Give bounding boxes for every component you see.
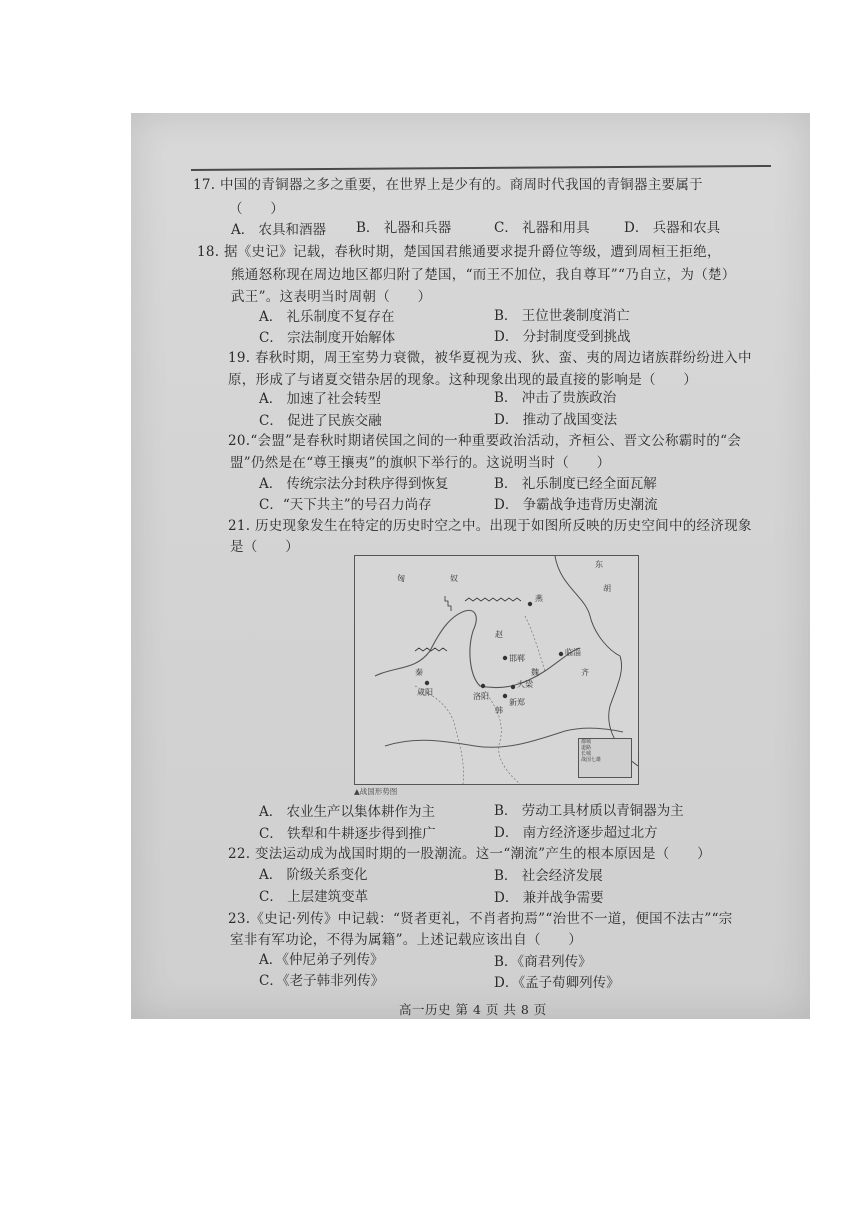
legend-states: 战国七雄 [581,757,602,763]
map-caption: ▲战国形势图 [354,787,398,796]
q23-option-a: A．《仲尼弟子列传》 [259,952,384,968]
map-label-xiong: 匈 [397,574,405,583]
q21-option-c: C． 铁犁和牛耕逐步得到推广 [259,826,436,842]
q23-option-b: B．《商君列传》 [494,954,592,970]
legend-road: 道路 [581,745,592,751]
q23-option-d: D．《孟子荀卿列传》 [494,975,620,991]
q22-option-d: D． 兼并战争需要 [494,890,604,906]
q20-option-b: B． 礼乐制度已经全面瓦解 [494,476,657,492]
q22-option-b: B． 社会经济发展 [494,868,603,884]
q20-option-c: C．“天下共主”的号召力尚存 [259,497,432,513]
q19-stem-line1: 19. 春秋时期，周王室势力衰微，被华夏视为戎、狄、蛮、夷的周边诸族群纷纷进入中 [228,350,752,366]
q23-stem-line1: 23.《史记·列传》中记载：“贤者更礼，不肖者拘焉”“治世不一道，便国不法古”“宗 [228,911,733,927]
page-footer: 高一历史 第 4 页 共 8 页 [399,1002,547,1017]
q18-stem-line2: 熊通怒称现在周边地区都归附了楚国，“而王不加位，我自尊耳”“乃自立，为（楚） [231,267,736,283]
q22-stem-line1: 22. 变法运动成为战国时期的一股潮流。这一“潮流”产生的根本原因是（ ） [228,846,711,862]
q21-option-d: D． 南方经济逐步超过北方 [494,825,658,841]
legend-wall: 长城 [581,751,592,757]
map-label-xianyang: 咸阳 [417,688,433,697]
exam-page-photo [131,113,810,1019]
q23-option-c: C．《老子韩非列传》 [259,973,385,989]
q21-stem-line2: 是（ ） [230,539,299,555]
q18-option-a: A． 礼乐制度不复存在 [259,309,395,325]
map-label-hu: 胡 [603,584,611,593]
q19-option-c: C． 促进了民族交融 [259,413,382,429]
map-label-wei: 魏 [531,668,539,677]
q21-option-a: A． 农业生产以集体耕作为主 [259,804,436,820]
map-label-nu: 奴 [450,574,458,583]
q18-stem-line1: 18. 据《史记》记载，春秋时期，楚国国君熊通要求提升爵位等级，遭到周桓王拒绝， [197,244,721,260]
q20-option-d: D． 争霸战争违背历史潮流 [494,497,658,513]
q19-stem-line2: 原，形成了与诸夏交错杂居的现象。这种现象出现的最直接的影响是（ ） [228,372,698,388]
q20-stem-line1: 20.“会盟”是春秋时期诸侯国之间的一种重要政治活动，齐桓公、晋文公称霸时的“会 [228,433,742,449]
map-label-yan: 燕 [535,594,543,603]
q18-option-b: B． 王位世袭制度消亡 [494,308,630,324]
header-rule [191,165,771,171]
q20-option-a: A． 传统宗法分封秩序得到恢复 [259,476,449,492]
q17-option-a: A． 农具和酒器 [231,222,327,238]
q17-option-b: B． 礼器和兵器 [356,220,452,236]
q19-option-d: D． 推动了战国变法 [494,412,618,428]
q17-stem-line1: 17. 中国的青铜器之多之重要，在世界上是少有的。商周时代我国的青铜器主要属于 [193,177,703,193]
q23-stem-line2: 室非有军功论，不得为属籍”。上述记载应该出自（ ） [230,932,583,948]
q19-option-a: A． 加速了社会转型 [259,391,382,407]
q18-option-d: D． 分封制度受到挑战 [494,329,631,345]
map-label-qin: 秦 [415,668,423,677]
map-label-qi: 齐 [581,668,589,677]
q22-option-c: C． 上层建筑变革 [259,889,369,905]
map-label-han: 韩 [495,706,503,715]
legend-capital: 都城 [581,739,592,745]
q21-option-b: B． 劳动工具材质以青铜器为主 [494,803,684,819]
warring-states-map [354,555,639,785]
map-label-linzi: 临淄 [565,648,581,657]
map-label-handan: 邯郸 [509,654,525,663]
q18-stem-line3: 武王”。这表明当时周朝（ ） [231,289,432,305]
q18-option-c: C． 宗法制度开始解体 [259,330,396,346]
q22-option-a: A． 阶级关系变化 [259,867,368,883]
map-label-xinzheng: 新郑 [509,698,525,707]
q21-stem-line1: 21. 历史现象发生在特定的历史时空之中。出现于如图所反映的历史空间中的经济现象 [228,518,752,534]
q17-option-d: D． 兵器和农具 [624,220,721,236]
q17-option-c: C． 礼器和用具 [494,220,590,236]
q19-option-b: B． 冲击了贵族政治 [494,390,617,406]
q17-stem-line2: （ ） [229,201,285,217]
q20-stem-line2: 盟”仍然是在“尊王攘夷”的旗帜下举行的。这说明当时（ ） [230,455,611,471]
map-label-daliang: 大梁 [517,680,533,689]
map-legend [578,738,632,778]
map-label-luoyang: 洛阳 [473,692,489,701]
map-label-dong: 东 [595,560,603,569]
map-label-zhao: 赵 [495,630,503,639]
